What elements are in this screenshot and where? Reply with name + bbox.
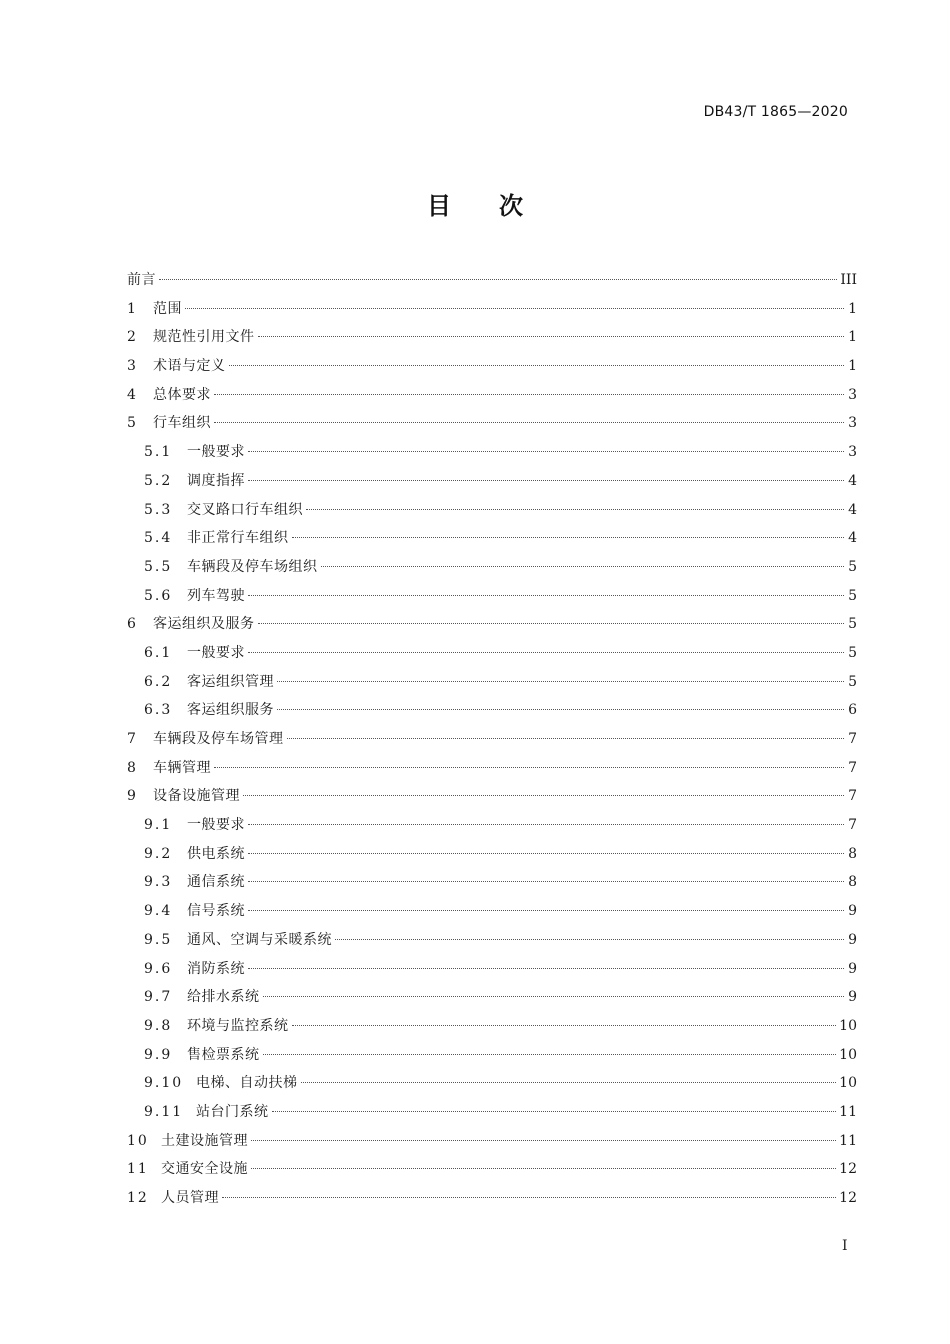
toc-entry-number: 8 xyxy=(127,759,138,776)
toc-entry[interactable] xyxy=(127,754,857,783)
toc-entry[interactable] xyxy=(127,1012,857,1041)
toc-entry-label: 总体要求 xyxy=(153,386,211,403)
toc-entry[interactable] xyxy=(127,352,857,381)
toc-entry-label: 客运组织服务 xyxy=(187,702,274,719)
toc-entry[interactable] xyxy=(127,668,857,697)
toc-entry-number: 4 xyxy=(127,386,138,403)
toc-entry-label: 范围 xyxy=(153,300,182,317)
dot-leader xyxy=(248,881,844,882)
toc-entry-number: 10 xyxy=(127,1132,149,1149)
dot-leader xyxy=(292,537,845,538)
toc-entry-label: 一般要求 xyxy=(187,444,245,461)
dot-leader xyxy=(277,709,844,710)
dot-leader xyxy=(248,824,844,825)
toc-entry-page: 4 xyxy=(848,530,857,547)
dot-leader xyxy=(306,509,844,510)
toc-entry-page: 5 xyxy=(848,558,857,575)
toc-entry-page: 7 xyxy=(848,759,857,776)
toc-entry-page: 3 xyxy=(848,415,857,432)
page-title: 目次 xyxy=(427,192,571,220)
toc-entry[interactable] xyxy=(127,409,857,438)
toc-entry-page: 7 xyxy=(848,817,857,834)
toc-entry-label: 通信系统 xyxy=(187,874,245,891)
toc-entry[interactable] xyxy=(127,438,857,467)
dot-leader xyxy=(214,422,844,423)
document-code: DB43/T 1865—2020 xyxy=(703,104,848,120)
dot-leader xyxy=(248,652,844,653)
toc-entry-page: 8 xyxy=(848,845,857,862)
dot-leader xyxy=(301,1082,837,1083)
toc-entry-number: 1 xyxy=(127,300,138,317)
toc-entry-page: 5 xyxy=(848,644,857,661)
toc-entry-number: 6.3 xyxy=(144,702,173,719)
toc-entry[interactable] xyxy=(127,1098,857,1127)
dot-leader xyxy=(243,795,844,796)
toc-entry-page: 3 xyxy=(848,386,857,403)
toc-entry-number: 6.2 xyxy=(144,673,173,690)
toc-entry-page: 4 xyxy=(848,472,857,489)
toc-entry[interactable] xyxy=(127,1155,857,1184)
toc-entry[interactable] xyxy=(127,1069,857,1098)
toc-entry-label: 列车驾驶 xyxy=(187,587,245,604)
toc-entry[interactable] xyxy=(127,983,857,1012)
toc-entry-number: 3 xyxy=(127,358,138,375)
toc-entry[interactable] xyxy=(127,639,857,668)
dot-leader xyxy=(287,738,845,739)
dot-leader xyxy=(263,1054,837,1055)
toc-entry-number: 5.1 xyxy=(144,444,173,461)
toc-entry[interactable] xyxy=(127,725,857,754)
toc-entry-page: 7 xyxy=(848,788,857,805)
toc-entry-number: 5.3 xyxy=(144,501,173,518)
toc-entry-label: 电梯、自动扶梯 xyxy=(196,1075,298,1092)
toc-entry-page: 11 xyxy=(839,1103,857,1120)
toc-entry-label: 车辆管理 xyxy=(153,759,211,776)
toc-entry-label: 前言 xyxy=(127,272,156,288)
toc-entry-label: 术语与定义 xyxy=(153,358,226,375)
toc-entry-number: 9.7 xyxy=(144,989,173,1006)
dot-leader xyxy=(272,1111,837,1112)
toc-entry-number: 6 xyxy=(127,616,138,633)
toc-entry-page: 10 xyxy=(839,1075,857,1092)
dot-leader xyxy=(214,767,844,768)
dot-leader xyxy=(248,910,844,911)
toc-entry-label: 车辆段及停车场组织 xyxy=(187,558,318,575)
toc-entry-number: 9.11 xyxy=(144,1103,184,1120)
dot-leader xyxy=(248,968,844,969)
toc-entry-label: 消防系统 xyxy=(187,960,245,977)
toc-entry[interactable] xyxy=(127,868,857,897)
table-of-contents xyxy=(127,266,857,1213)
dot-leader xyxy=(214,394,844,395)
toc-entry-label: 设备设施管理 xyxy=(153,788,240,805)
dot-leader xyxy=(229,365,845,366)
toc-entry-number: 9.4 xyxy=(144,903,173,920)
toc-entry-page: 1 xyxy=(848,358,857,375)
toc-entry-page: 10 xyxy=(839,1017,857,1034)
dot-leader xyxy=(335,939,844,940)
toc-entry[interactable] xyxy=(127,323,857,352)
toc-entry-number: 7 xyxy=(127,731,138,747)
dot-leader xyxy=(248,480,844,481)
dot-leader xyxy=(258,623,845,624)
toc-entry[interactable] xyxy=(127,582,857,611)
toc-entry-number: 9.9 xyxy=(144,1046,173,1063)
toc-entry[interactable] xyxy=(127,897,857,926)
toc-entry[interactable] xyxy=(127,610,857,639)
toc-entry-number: 9.3 xyxy=(144,874,173,891)
toc-entry-label: 一般要求 xyxy=(187,817,245,834)
toc-entry[interactable] xyxy=(127,524,857,553)
toc-entry[interactable] xyxy=(127,1127,857,1156)
dot-leader xyxy=(222,1197,836,1198)
toc-entry-label: 给排水系统 xyxy=(187,989,260,1006)
toc-entry-page: 4 xyxy=(848,501,857,518)
toc-entry-number: 5 xyxy=(127,415,138,432)
toc-entry-page: 5 xyxy=(848,673,857,690)
toc-entry[interactable] xyxy=(127,381,857,410)
toc-entry[interactable] xyxy=(127,553,857,582)
toc-entry-number: 9.1 xyxy=(144,817,173,834)
toc-entry-label: 土建设施管理 xyxy=(161,1132,248,1149)
toc-entry-page: 7 xyxy=(848,731,857,747)
toc-entry-number: 6.1 xyxy=(144,644,173,661)
toc-entry-label: 客运组织及服务 xyxy=(153,616,255,633)
toc-entry-number: 5.5 xyxy=(144,558,173,575)
toc-entry-page: 1 xyxy=(848,300,857,317)
dot-leader xyxy=(248,451,844,452)
toc-entry-page: 8 xyxy=(848,874,857,891)
toc-entry-number: 12 xyxy=(127,1190,149,1206)
toc-entry[interactable] xyxy=(127,811,857,840)
toc-entry-number: 9.10 xyxy=(144,1075,184,1092)
toc-entry-number: 2 xyxy=(127,329,138,346)
dot-leader xyxy=(159,279,837,280)
toc-entry-label: 一般要求 xyxy=(187,644,245,661)
toc-entry-page: 9 xyxy=(848,989,857,1006)
toc-entry-label: 通风、空调与采暖系统 xyxy=(187,931,332,948)
toc-entry-number: 9.2 xyxy=(144,845,173,862)
toc-entry[interactable] xyxy=(127,467,857,496)
toc-entry-page: 12 xyxy=(839,1190,857,1206)
toc-entry-page: 1 xyxy=(848,329,857,346)
toc-entry-page: 10 xyxy=(839,1046,857,1063)
toc-entry-number: 5.4 xyxy=(144,530,173,547)
toc-entry[interactable] xyxy=(127,782,857,811)
dot-leader xyxy=(321,566,845,567)
toc-entry-label: 调度指挥 xyxy=(187,472,245,489)
toc-entry-label: 环境与监控系统 xyxy=(187,1017,289,1034)
toc-entry-page: 5 xyxy=(848,587,857,604)
dot-leader xyxy=(258,336,845,337)
toc-entry-page: 3 xyxy=(848,444,857,461)
dot-leader xyxy=(185,308,844,309)
toc-entry-label: 供电系统 xyxy=(187,845,245,862)
toc-entry[interactable] xyxy=(127,696,857,725)
toc-entry-label: 行车组织 xyxy=(153,415,211,432)
toc-entry[interactable] xyxy=(127,926,857,955)
toc-entry-number: 9.8 xyxy=(144,1017,173,1034)
toc-entry-page: 12 xyxy=(839,1161,857,1178)
toc-entry-number: 5.2 xyxy=(144,472,173,489)
toc-entry-number: 9.5 xyxy=(144,931,173,948)
toc-entry-page: 9 xyxy=(848,903,857,920)
toc-entry-page: 9 xyxy=(848,960,857,977)
dot-leader xyxy=(263,996,845,997)
toc-entry-number: 9 xyxy=(127,788,138,805)
dot-leader xyxy=(251,1140,836,1141)
toc-entry-label: 人员管理 xyxy=(161,1190,219,1206)
toc-entry-label: 站台门系统 xyxy=(196,1103,269,1120)
toc-entry-page: III xyxy=(840,272,857,288)
toc-entry-label: 售检票系统 xyxy=(187,1046,260,1063)
toc-entry[interactable] xyxy=(127,496,857,525)
toc-entry-label: 车辆段及停车场管理 xyxy=(153,731,284,747)
toc-entry-label: 信号系统 xyxy=(187,903,245,920)
toc-entry[interactable] xyxy=(127,1041,857,1070)
toc-entry-page: 11 xyxy=(839,1132,857,1149)
toc-entry-number: 9.6 xyxy=(144,960,173,977)
page-number: I xyxy=(842,1238,848,1254)
dot-leader xyxy=(292,1025,837,1026)
toc-entry-label: 规范性引用文件 xyxy=(153,329,255,346)
toc-entry[interactable] xyxy=(127,840,857,869)
toc-entry-number: 5.6 xyxy=(144,587,173,604)
toc-entry-label: 非正常行车组织 xyxy=(187,530,289,547)
dot-leader xyxy=(248,595,844,596)
toc-entry-page: 6 xyxy=(848,702,857,719)
toc-entry[interactable] xyxy=(127,266,857,295)
dot-leader xyxy=(277,681,844,682)
toc-entry[interactable] xyxy=(127,295,857,324)
toc-entry-page: 5 xyxy=(848,616,857,633)
toc-entry-page: 9 xyxy=(848,931,857,948)
dot-leader xyxy=(251,1168,836,1169)
toc-entry-label: 客运组织管理 xyxy=(187,673,274,690)
toc-entry[interactable] xyxy=(127,955,857,984)
toc-entry-number: 11 xyxy=(127,1161,149,1178)
toc-entry-label: 交叉路口行车组织 xyxy=(187,501,303,518)
toc-entry[interactable] xyxy=(127,1184,857,1213)
dot-leader xyxy=(248,853,844,854)
toc-entry-label: 交通安全设施 xyxy=(161,1161,248,1178)
